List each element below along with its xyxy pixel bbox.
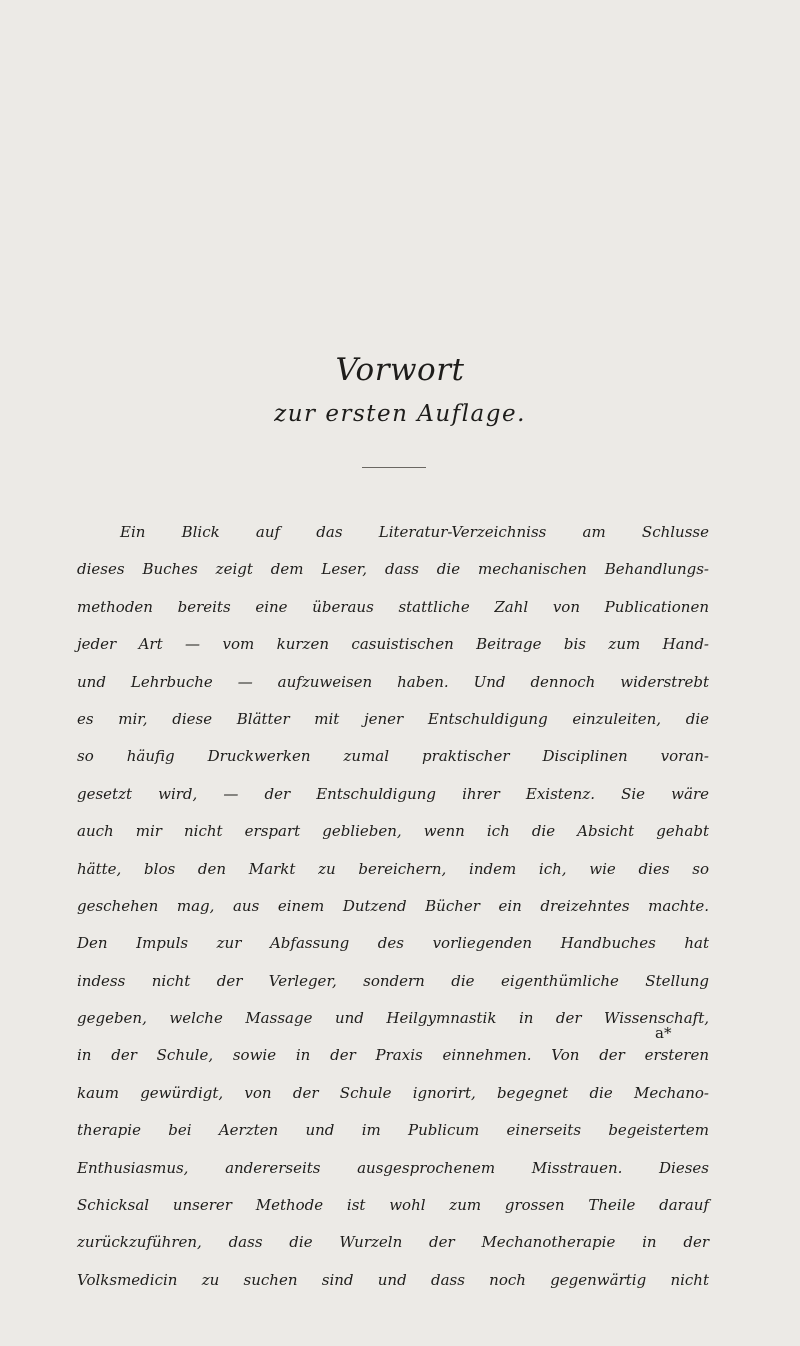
text-line: dieses Buches zeigt dem Leser, dass die mechanischen Behandlungs-: [77, 560, 709, 579]
divider-rule: [362, 467, 426, 468]
text-line: so häufig Druckwerken zumal praktischer Disciplinen voran-: [77, 747, 709, 766]
text-line: indess nicht der Verleger, sondern die eigenthümliche Stellung: [77, 971, 709, 990]
text-line: kaum gewürdigt, von der Schule ignorirt, begegnet die Mechano-: [77, 1083, 709, 1102]
text-line: zurückzuführen, dass die Wurzeln der Mechanotherapie in der: [77, 1233, 709, 1252]
text-line: methoden bereits eine überaus stattliche Zahl von Publicationen: [77, 597, 709, 616]
text-line: in der Schule, sowie in der Praxis einnehmen. Von der ersteren: [77, 1046, 709, 1065]
text-line: Ein Blick auf das Literatur-Verzeichniss am Schlusse: [120, 523, 709, 541]
text-line: es mir, diese Blätter mit jener Entschuldigung einzuleiten, die: [77, 709, 709, 728]
text-line: und Lehrbuche — aufzuweisen haben. Und dennoch widerstrebt: [77, 672, 709, 691]
text-line: gesetzt wird, — der Entschuldigung ihrer Existenz. Sie wäre: [77, 784, 709, 803]
text-line: Den Impuls zur Abfassung des vorliegenden Handbuches hat: [77, 934, 709, 953]
signature-mark: a*: [655, 1024, 672, 1042]
text-line: therapie bei Aerzten und im Publicum einerseits begeistertem: [77, 1121, 709, 1140]
text-line: auch mir nicht erspart geblieben, wenn ich die Absicht gehabt: [77, 822, 709, 841]
text-line: Enthusiasmus, andererseits ausgesprochenem Misstrauen. Dieses: [77, 1158, 709, 1177]
text-line: gegeben, welche Massage und Heilgymnastik in der Wissenschaft,: [77, 1009, 709, 1028]
text-line: Schicksal unserer Methode ist wohl zum grossen Theile darauf: [77, 1196, 709, 1215]
page-title: Vorwort: [335, 352, 465, 388]
text-line: jeder Art — vom kurzen casuistischen Beitrage bis zum Hand-: [77, 635, 709, 654]
text-line: hätte, blos den Markt zu bereichern, indem ich, wie dies so: [77, 859, 709, 878]
text-line: geschehen mag, aus einem Dutzend Bücher ein dreizehntes machte.: [77, 896, 709, 915]
text-line: Volksmedicin zu suchen sind und dass noch gegenwärtig nicht: [77, 1270, 709, 1289]
page-subtitle: zur ersten Auflage.: [274, 401, 526, 427]
preface-paragraph: [77, 514, 709, 1299]
